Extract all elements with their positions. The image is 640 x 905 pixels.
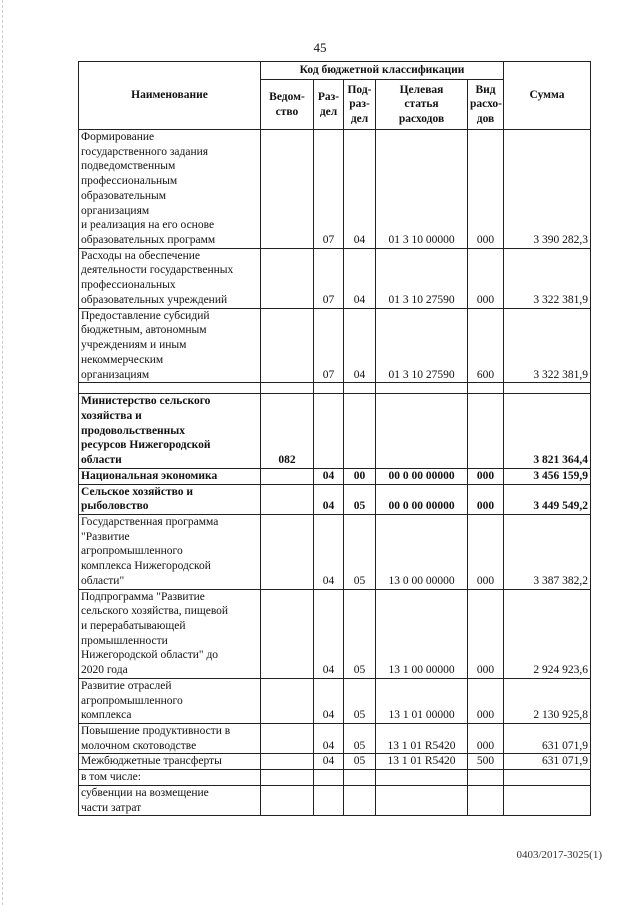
header-sum: Сумма (504, 62, 591, 130)
cell-dept (261, 484, 314, 514)
cell-section: 04 (314, 468, 344, 484)
header-subsection: Под- раз- дел (344, 80, 376, 130)
cell-subsection: 04 (344, 308, 376, 383)
cell-section: 04 (314, 484, 344, 514)
table-cell (79, 383, 261, 394)
cell-sum: 3 449 549,2 (504, 484, 591, 514)
cell-target: 13 1 01 00000 (376, 678, 468, 723)
cell-name: Развитие отраслей агропромышленного комплекса (79, 678, 261, 723)
cell-target (376, 770, 468, 786)
cell-subsection: 04 (344, 248, 376, 308)
cell-name: Повышение продуктивности в молочном скотоводстве (79, 724, 261, 754)
table-cell (376, 383, 468, 394)
cell-subsection: 00 (344, 468, 376, 484)
cell-sum: 2 924 923,6 (504, 589, 591, 678)
table-row (79, 678, 591, 723)
table-body (79, 130, 591, 816)
cell-sum: 3 456 159,9 (504, 468, 591, 484)
table-row (79, 754, 591, 770)
cell-subsection (344, 785, 376, 815)
cell-dept (261, 130, 314, 249)
cell-type: 000 (468, 468, 504, 484)
cell-target: 13 1 01 R5420 (376, 724, 468, 754)
cell-name: субвенции на возмещение части затрат (79, 785, 261, 815)
cell-dept (261, 308, 314, 383)
cell-name: Межбюджетные трансферты (79, 754, 261, 770)
cell-section: 04 (314, 678, 344, 723)
cell-target (376, 785, 468, 815)
cell-sum: 631 071,9 (504, 754, 591, 770)
cell-target: 13 1 01 R5420 (376, 754, 468, 770)
cell-type: 000 (468, 724, 504, 754)
cell-name: Формирование государственного задания подведомственным профессиональным образовательным организациям и реализация на его основе образовательных программ (79, 130, 261, 249)
cell-type (468, 770, 504, 786)
cell-target: 01 3 10 27590 (376, 308, 468, 383)
cell-target (376, 394, 468, 469)
cell-section: 07 (314, 308, 344, 383)
cell-sum: 3 390 282,3 (504, 130, 591, 249)
scan-left-edge (2, 0, 4, 905)
cell-type (468, 394, 504, 469)
cell-subsection: 05 (344, 589, 376, 678)
header-code-group: Код бюджетной классификации (261, 62, 504, 80)
cell-subsection: 04 (344, 130, 376, 249)
cell-target: 01 3 10 00000 (376, 130, 468, 249)
cell-sum: 631 071,9 (504, 724, 591, 754)
table-cell (314, 383, 344, 394)
cell-subsection: 05 (344, 754, 376, 770)
cell-dept: 082 (261, 394, 314, 469)
cell-sum (504, 785, 591, 815)
cell-name: Предоставление субсидий бюджетным, автономным учреждениям и иным некоммерческим организациям (79, 308, 261, 383)
cell-section: 04 (314, 514, 344, 589)
cell-section (314, 785, 344, 815)
cell-name: Подпрограмма "Развитие сельского хозяйства, пищевой и перерабатывающей промышленности Нижегородской области" до 2020 года (79, 589, 261, 678)
cell-target: 00 0 00 00000 (376, 468, 468, 484)
cell-section: 07 (314, 130, 344, 249)
cell-target: 00 0 00 00000 (376, 484, 468, 514)
cell-dept (261, 468, 314, 484)
cell-dept (261, 785, 314, 815)
table-cell (344, 383, 376, 394)
cell-subsection: 05 (344, 514, 376, 589)
cell-type: 000 (468, 589, 504, 678)
table-row (79, 468, 591, 484)
table-cell (504, 383, 591, 394)
cell-subsection: 05 (344, 724, 376, 754)
cell-name: Национальная экономика (79, 468, 261, 484)
cell-dept (261, 724, 314, 754)
table-cell (261, 383, 314, 394)
cell-dept (261, 514, 314, 589)
cell-type: 500 (468, 754, 504, 770)
cell-name: Государственная программа "Развитие агропромышленного комплекса Нижегородской области" (79, 514, 261, 589)
cell-name: Сельское хозяйство и рыболовство (79, 484, 261, 514)
header-type: Вид расхо- дов (468, 80, 504, 130)
cell-subsection: 05 (344, 484, 376, 514)
table-row (79, 770, 591, 786)
page-number: 45 (313, 40, 327, 55)
cell-type: 000 (468, 514, 504, 589)
cell-sum: 3 322 381,9 (504, 248, 591, 308)
cell-section: 07 (314, 248, 344, 308)
table-row-empty (79, 383, 591, 394)
cell-dept (261, 754, 314, 770)
cell-section (314, 394, 344, 469)
table-row (79, 130, 591, 249)
cell-dept (261, 770, 314, 786)
header-target: Целевая статья расходов (376, 80, 468, 130)
cell-type: 000 (468, 484, 504, 514)
table-row (79, 724, 591, 754)
cell-section: 04 (314, 724, 344, 754)
cell-type: 000 (468, 678, 504, 723)
header-section: Раз- дел (314, 80, 344, 130)
budget-table (78, 61, 591, 816)
table-row (79, 484, 591, 514)
cell-sum (504, 770, 591, 786)
cell-section: 04 (314, 589, 344, 678)
header-name: Наименование (79, 62, 261, 130)
table-row (79, 785, 591, 815)
cell-dept (261, 589, 314, 678)
cell-name: в том числе: (79, 770, 261, 786)
cell-subsection (344, 770, 376, 786)
table-row (79, 514, 591, 589)
document-code: 0403/2017-3025(1) (516, 849, 602, 861)
table-row (79, 589, 591, 678)
cell-type: 000 (468, 248, 504, 308)
cell-type: 600 (468, 308, 504, 383)
cell-target: 13 0 00 00000 (376, 514, 468, 589)
cell-dept (261, 678, 314, 723)
table-row (79, 394, 591, 469)
cell-target: 01 3 10 27590 (376, 248, 468, 308)
cell-section: 04 (314, 754, 344, 770)
cell-target: 13 1 00 00000 (376, 589, 468, 678)
cell-subsection (344, 394, 376, 469)
cell-sum: 2 130 925,8 (504, 678, 591, 723)
table-row (79, 248, 591, 308)
cell-name: Расходы на обеспечение деятельности государственных профессиональных образовательных учреждений (79, 248, 261, 308)
cell-name: Министерство сельского хозяйства и продовольственных ресурсов Нижегородской области (79, 394, 261, 469)
cell-sum: 3 387 382,2 (504, 514, 591, 589)
cell-subsection: 05 (344, 678, 376, 723)
table-cell (468, 383, 504, 394)
header-dept: Ведом- ство (261, 80, 314, 130)
cell-sum: 3 322 381,9 (504, 308, 591, 383)
cell-section (314, 770, 344, 786)
cell-dept (261, 248, 314, 308)
cell-type: 000 (468, 130, 504, 249)
cell-sum: 3 821 364,4 (504, 394, 591, 469)
cell-type (468, 785, 504, 815)
table-row (79, 308, 591, 383)
